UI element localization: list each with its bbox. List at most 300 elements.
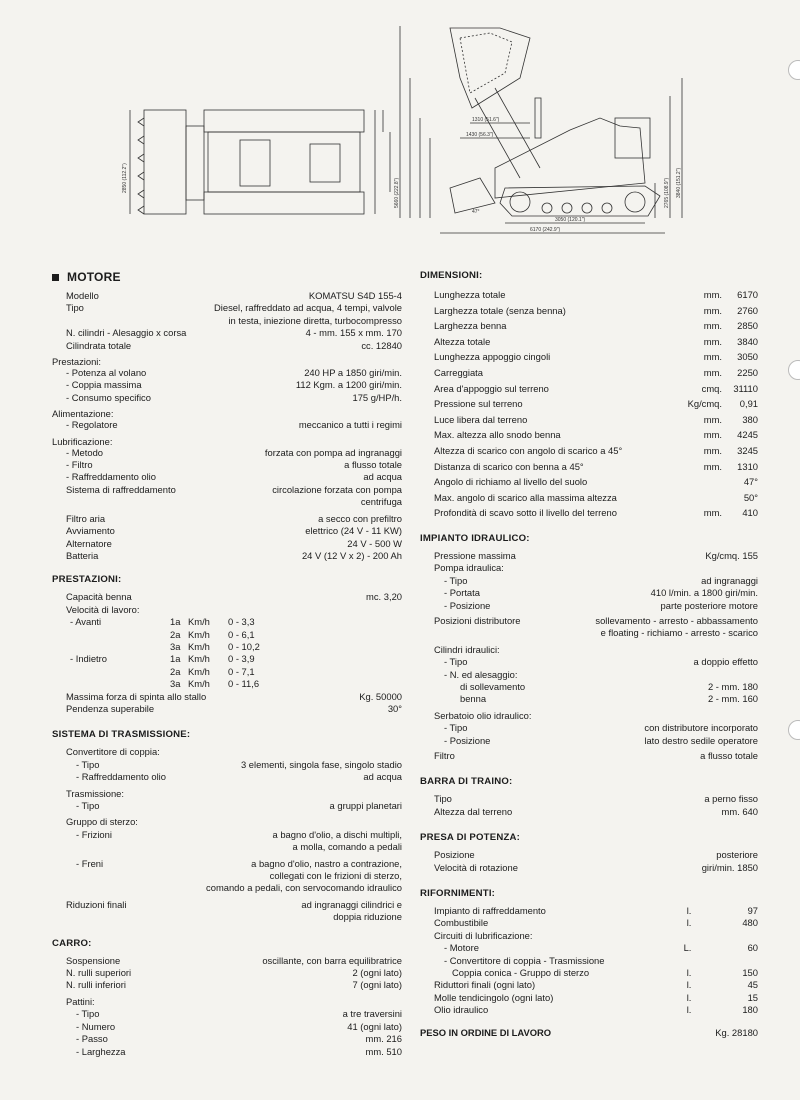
label: Trasmissione: [66, 787, 124, 799]
dim-label: 6170 (242.9") [530, 227, 561, 233]
dimension-label: Pressione sul terreno [434, 398, 523, 410]
spec-value: 41 (ogni lato) [347, 1020, 402, 1032]
spec-row [52, 340, 402, 352]
speed-row [52, 641, 402, 653]
spec-value [687, 1004, 758, 1016]
direction-label [52, 666, 170, 678]
section-trasmissione [52, 729, 402, 923]
spec-value: Diesel, raffreddato ad acqua, 4 tempi, valvole [214, 302, 402, 314]
punch-hole [788, 360, 800, 380]
spec-label: Cilindrata totale [66, 339, 132, 351]
spec-value: 4 - mm. 155 x mm. 170 [305, 327, 402, 339]
dim-label: 3050 (120.1") [555, 217, 586, 223]
number: 2250 [737, 366, 758, 378]
section-dimensioni [420, 270, 758, 521]
dimension-value [686, 427, 758, 443]
spec-label: - Consumo specifico [66, 391, 151, 403]
number: 97 [747, 905, 758, 917]
spec-value: oscillante, con barra equilibratrice [262, 954, 402, 966]
dimension-row [420, 381, 758, 397]
speed-value: 0 - 7,1 [228, 665, 255, 677]
dimension-value [686, 396, 758, 412]
dim-label: 3840 (151.2") [676, 167, 682, 198]
spec-row [52, 858, 402, 895]
spec-label: - Tipo [76, 758, 100, 770]
spec-row [52, 327, 402, 339]
label: Pattini: [66, 995, 95, 1007]
unit: mm. [703, 351, 722, 363]
unit: mm. [703, 444, 722, 456]
spec-label: Alternatore [66, 537, 112, 549]
dimension-label: Distanza di scarico con benna a 45° [434, 460, 584, 472]
value-line: collegati con le frizioni di sterzo, [269, 870, 402, 882]
spec-label: Sistema di raffreddamento [66, 483, 176, 495]
spec-row [52, 392, 402, 404]
spec-row [420, 992, 758, 1004]
direction-label [52, 641, 170, 653]
spec-row [52, 315, 402, 327]
spec-value: meccanico a tutti i regimi [298, 419, 402, 431]
number: 50° [743, 491, 758, 503]
spec-row: - Convertitore di coppia - Trasmissione Coppia conica - Gruppo di sterzo l. 150 [444, 954, 758, 979]
spec-label: - Tipo [76, 800, 100, 811]
spec-value: in testa, iniezione diretta, turbocompresso [228, 314, 402, 326]
spec-value [687, 917, 758, 929]
dimension-label: Lunghezza totale [434, 289, 506, 300]
dimension-value [686, 381, 758, 397]
unit: l. [686, 1004, 692, 1016]
spec-row [52, 379, 402, 391]
spec-value: 175 g/HP/h. [352, 391, 402, 403]
value-line: doppia riduzione [333, 911, 402, 923]
spec-label: N. cilindri - Alesaggio x corsa [66, 327, 187, 339]
gear: 2a [170, 665, 181, 677]
spec-row: - Tipo a doppio effetto [444, 656, 758, 668]
section-traino [420, 776, 758, 818]
dimension-row [420, 365, 758, 381]
bullet-square-icon [52, 274, 59, 281]
spec-row [52, 1046, 402, 1058]
spec-label: Olio idraulico [434, 1004, 489, 1016]
spec-label: - Freni [76, 857, 104, 869]
spec-value [595, 615, 758, 640]
dimension-value [686, 287, 758, 303]
number: 3840 [737, 335, 758, 347]
number: 410 [742, 507, 758, 519]
spec-value: 240 HP a 1850 giri/min. [304, 367, 402, 379]
spec-value: mm. 510 [365, 1045, 402, 1057]
speed-value: 0 - 3,9 [228, 653, 255, 665]
spec-label: Massima forza di spinta allo stallo [66, 690, 207, 702]
spec-value [206, 858, 402, 895]
unit: mm. [703, 289, 722, 300]
spec-row [52, 1008, 402, 1020]
peso-row [420, 1027, 758, 1039]
unit: mm. [703, 335, 722, 347]
dimension-row [420, 490, 758, 506]
spec-row [52, 800, 402, 812]
spec-label: Riduzioni finali [66, 898, 127, 910]
value-line: ad ingranaggi cilindrici e [301, 898, 402, 910]
punch-hole [788, 720, 800, 740]
spec-label: Tipo [434, 793, 452, 805]
dimension-row [420, 318, 758, 334]
value-line: a bagno d'olio, a dischi multipli, [272, 828, 402, 840]
spec-value: a flusso totale [344, 459, 402, 471]
section-carro [52, 938, 402, 1058]
spec-label: Velocità di rotazione [434, 861, 518, 873]
dimension-label: Max. altezza allo snodo benna [434, 429, 561, 441]
spec-label: - Tipo [444, 574, 468, 586]
spec-row [420, 849, 758, 861]
spec-value: cc. 12840 [361, 339, 402, 351]
dimension-row [420, 334, 758, 350]
spec-value: mm. 640 [721, 805, 758, 817]
spec-row [52, 471, 402, 483]
number: 1310 [737, 460, 758, 472]
dimension-label: Lunghezza appoggio cingoli [434, 351, 551, 363]
speed-value: 0 - 6,1 [228, 628, 255, 640]
spec-value: 24 V - 500 W [347, 537, 402, 549]
spec-value: 410 l/min. a 1800 giri/min. [650, 587, 758, 599]
dimension-label: Angolo di richiamo al livello del suolo [434, 476, 588, 488]
section-title: BARRA DI TRAINO: [420, 776, 513, 788]
spec-label: - Metodo [66, 446, 103, 458]
spec-label: Tipo [66, 302, 84, 314]
dimension-value [686, 365, 758, 381]
spec-value: 7 (ogni lato) [352, 979, 402, 991]
number: 380 [742, 413, 758, 425]
dimension-row [420, 396, 758, 412]
label: Convertitore di coppia: [66, 746, 160, 758]
spec-row [52, 447, 402, 459]
unit: mm. [703, 413, 722, 425]
unit: mm. [703, 429, 722, 441]
dimension-row [420, 287, 758, 303]
dimension-row [420, 349, 758, 365]
spec-value: posteriore [716, 849, 758, 861]
spec-label: - Passo [76, 1033, 108, 1045]
section-prestazioni [52, 574, 402, 715]
spec-row [420, 806, 758, 818]
label: Velocità di lavoro: [66, 603, 140, 615]
spec-label: Modello [66, 290, 99, 301]
unit: mm. [703, 304, 722, 316]
dimension-value [686, 490, 758, 506]
unit: Km/h [188, 640, 210, 652]
unit: l. [686, 917, 692, 929]
spec-label: N. rulli superiori [66, 967, 132, 979]
label: Prestazioni: [52, 356, 101, 368]
unit: Km/h [188, 678, 210, 690]
dim-label: 1310 (51.6") [472, 117, 500, 123]
direction-label [52, 678, 170, 690]
dimension-label: Altezza di scarico con angolo di scarico a 45° [434, 444, 623, 456]
spec-label: Posizioni distributore [434, 614, 521, 626]
label: Cilindri idraulici: [434, 643, 500, 655]
spec-value: ad acqua [363, 471, 402, 483]
spec-row [52, 703, 402, 715]
dimension-label: Larghezza totale (senza benna) [434, 304, 566, 316]
number: 2760 [737, 304, 758, 316]
spec-row [52, 367, 402, 379]
dimension-value [686, 474, 758, 490]
spec-value: 2 - mm. 160 [707, 693, 758, 705]
spec-row [420, 735, 758, 747]
spec-row [52, 899, 402, 924]
unit: mm. [703, 320, 722, 332]
dimension-value [686, 443, 758, 459]
spec-label: benna [460, 693, 487, 705]
spec-row [52, 513, 402, 525]
spec-row [52, 525, 402, 537]
spec-row [420, 979, 758, 991]
unit: Km/h [188, 628, 210, 640]
dimension-value [686, 303, 758, 319]
number: 180 [742, 1004, 758, 1016]
spec-row: Capacità benna mc. 3,20 [66, 591, 402, 603]
gear: 1a [170, 653, 181, 665]
spec-value: Kg. 50000 [359, 690, 402, 702]
spec-row [52, 955, 402, 967]
left-column [52, 270, 402, 1058]
spec-row [52, 691, 402, 703]
spec-value [273, 829, 402, 854]
spec-row [420, 575, 758, 587]
spec-label: di sollevamento [460, 680, 526, 692]
unit: mm. [703, 460, 722, 472]
number: 3050 [737, 351, 758, 363]
spec-label: Combustibile [434, 917, 489, 929]
spec-label: - Larghezza [76, 1045, 126, 1057]
direction-label [52, 629, 170, 641]
spec-value: 2 (ogni lato) [352, 967, 402, 979]
spec-value: parte posteriore motore [660, 599, 758, 611]
section-idraulico [420, 533, 758, 763]
spec-row [420, 793, 758, 805]
section-title: PRESTAZIONI: [52, 574, 122, 586]
punch-hole [788, 60, 800, 80]
spec-row [52, 759, 402, 771]
dimension-row [420, 505, 758, 521]
spec-row [52, 979, 402, 991]
spec-row: - Motore L. 60 [444, 942, 758, 954]
motore-title: MOTORE [67, 270, 121, 284]
spec-value: a secco con prefiltro [318, 512, 402, 524]
value-line: comando a pedali, con servocomando idraulico [206, 882, 402, 894]
speed-row [52, 629, 402, 641]
dimension-value [686, 349, 758, 365]
label: Alimentazione: [52, 408, 114, 420]
side-view [400, 26, 682, 233]
spec-label: Avviamento [66, 525, 115, 537]
spec-value: a gruppi planetari [329, 800, 402, 811]
spec-row [52, 1033, 402, 1045]
dimension-drawing [100, 18, 700, 240]
spec-row [52, 967, 402, 979]
spec-value: ad ingranaggi [701, 574, 758, 586]
angle-label: 47° [472, 209, 480, 215]
number: 47° [743, 476, 758, 488]
spec-label: - Coppia massima [66, 379, 142, 391]
spec-label: - Tipo [76, 1008, 100, 1020]
spec-value: lato destro sedile operatore [644, 734, 758, 746]
spec-label: - Filtro [66, 459, 93, 471]
dim-label: 5660 (222.8") [394, 177, 400, 208]
label: - N. ed alesaggio: [444, 668, 518, 680]
value-line: e floating - richiamo - arresto - scarico [600, 627, 758, 639]
spec-label: N. rulli inferiori [66, 979, 126, 991]
spec-label: Posizione [434, 849, 475, 861]
section-title: CARRO: [52, 937, 92, 949]
section-motore [52, 270, 402, 562]
spec-row [420, 587, 758, 599]
unit [686, 490, 722, 506]
prestazioni-motore [52, 356, 402, 404]
speed-value: 0 - 11,6 [228, 678, 260, 690]
speed-row [52, 616, 402, 628]
gear: 3a [170, 678, 181, 690]
spec-label: - Tipo [444, 722, 468, 734]
peso-label: PESO IN ORDINE DI LAVORO [420, 1026, 552, 1038]
dim-label: 1430 (56.3") [466, 132, 494, 138]
section-title: SISTEMA DI TRASMISSIONE: [52, 729, 191, 741]
speed-row [52, 653, 402, 665]
dimension-value [686, 334, 758, 350]
spec-row [52, 771, 402, 783]
dimension-row [420, 303, 758, 319]
spec-row: Pressione massima Kg/cmq. 155 [434, 549, 758, 561]
number: 31110 [733, 382, 758, 394]
section-potenza [420, 832, 758, 874]
gear: 1a [170, 616, 181, 628]
spec-row [52, 290, 402, 302]
spec-row [420, 862, 758, 874]
speed-value: 0 - 3,3 [228, 616, 255, 628]
spec-row [420, 917, 758, 929]
direction-label: - Avanti [70, 616, 102, 628]
unit: l. [686, 991, 692, 1003]
dimension-label: Carreggiata [434, 366, 483, 378]
spec-row [420, 693, 758, 705]
dimension-row [420, 412, 758, 428]
spec-row [52, 550, 402, 562]
spec-value: 3 elementi, singola fase, singolo stadio [240, 758, 402, 770]
spec-value: 30° [387, 702, 402, 714]
spec-value: elettrico (24 V - 11 KW) [305, 525, 402, 537]
spec-row [52, 829, 402, 854]
dimension-value [686, 412, 758, 428]
section-title: DIMENSIONI: [420, 270, 483, 281]
spec-row [420, 615, 758, 640]
unit: Km/h [188, 665, 210, 677]
dimension-row [420, 474, 758, 490]
value-line: sollevamento - arresto - abbassamento [595, 614, 758, 626]
number: 480 [742, 917, 758, 929]
number: 3245 [737, 444, 758, 456]
number: 6170 [737, 289, 758, 300]
spec-label: Riduttori finali (ogni lato) [434, 979, 536, 991]
peso-value: Kg. 28180 [715, 1026, 758, 1038]
spec-row [52, 459, 402, 471]
section-title: RIFORNIMENTI: [420, 888, 496, 900]
spec-value: giri/min. 1850 [701, 861, 758, 873]
speed-value: 0 - 10,2 [228, 640, 260, 652]
spec-label: - Regolatore [66, 419, 118, 431]
unit: mm. [703, 507, 722, 519]
label: Gruppo di sterzo: [66, 816, 138, 828]
spec-label: Pendenza superabile [66, 702, 155, 714]
value-line: a bagno d'olio, nastro a contrazione, [251, 857, 402, 869]
spec-row [420, 681, 758, 693]
section-rifornimenti [420, 888, 758, 1017]
direction-label: - Indietro [70, 653, 107, 665]
dimension-value [686, 459, 758, 475]
spec-row [52, 419, 402, 431]
spec-label: Molle tendicingolo (ogni lato) [434, 991, 554, 1003]
number: 45 [747, 979, 758, 991]
unit: mm. [703, 366, 722, 378]
spec-value: 2 - mm. 180 [707, 680, 758, 692]
section-title: IMPIANTO IDRAULICO: [420, 532, 530, 544]
spec-label: Impianto di raffreddamento [434, 905, 546, 917]
dim-label: 2765 (108.9") [664, 177, 670, 208]
spec-label: Altezza dal terreno [434, 805, 513, 817]
unit: Km/h [188, 653, 210, 665]
spec-row [52, 302, 402, 314]
number: 4245 [737, 429, 758, 441]
spec-label: - Posizione [444, 599, 491, 611]
spec-row [420, 600, 758, 612]
dimension-label: Altezza totale [434, 335, 491, 347]
spec-label: - Potenza al volano [66, 367, 147, 379]
spec-value [687, 905, 758, 917]
spec-value: forzata con pompa ad ingranaggi [264, 446, 402, 458]
plan-view [130, 110, 390, 214]
dimension-row [420, 427, 758, 443]
dimension-value [686, 318, 758, 334]
gear: 3a [170, 640, 181, 652]
dimension-label: Larghezza benna [434, 320, 507, 332]
spec-value: centrifuga [360, 496, 402, 508]
spec-value [301, 899, 402, 924]
spec-row: Filtro a flusso totale [434, 750, 758, 761]
spec-value: a perno fisso [704, 793, 758, 805]
spec-value: mm. 216 [365, 1033, 402, 1045]
dimension-value [686, 505, 758, 521]
spec-value: 112 Kgm. a 1200 giri/min. [295, 379, 402, 391]
dim-label: 2850 (112.2") [122, 163, 128, 193]
spec-value: KOMATSU S4D 155-4 [308, 290, 402, 301]
spec-row [420, 1004, 758, 1016]
dimension-row [420, 459, 758, 475]
spec-label: - Raffreddamento olio [76, 771, 166, 783]
number: 2850 [737, 320, 758, 332]
spec-label: Sospensione [66, 954, 121, 966]
spec-label: Filtro aria [66, 512, 106, 524]
label: Circuiti di lubrificazione: [434, 929, 533, 941]
spec-row [52, 1021, 402, 1033]
section-title [52, 270, 402, 284]
number: 0,91 [739, 398, 758, 410]
spec-value: con distributore incorporato [644, 722, 758, 734]
spec-value: 24 V (12 V x 2) - 200 Ah [301, 549, 402, 561]
spec-label: Batteria [66, 549, 99, 561]
speed-row [52, 666, 402, 678]
label: Serbatoio olio idraulico: [434, 709, 532, 721]
speed-row [52, 678, 402, 690]
spec-row [52, 538, 402, 550]
